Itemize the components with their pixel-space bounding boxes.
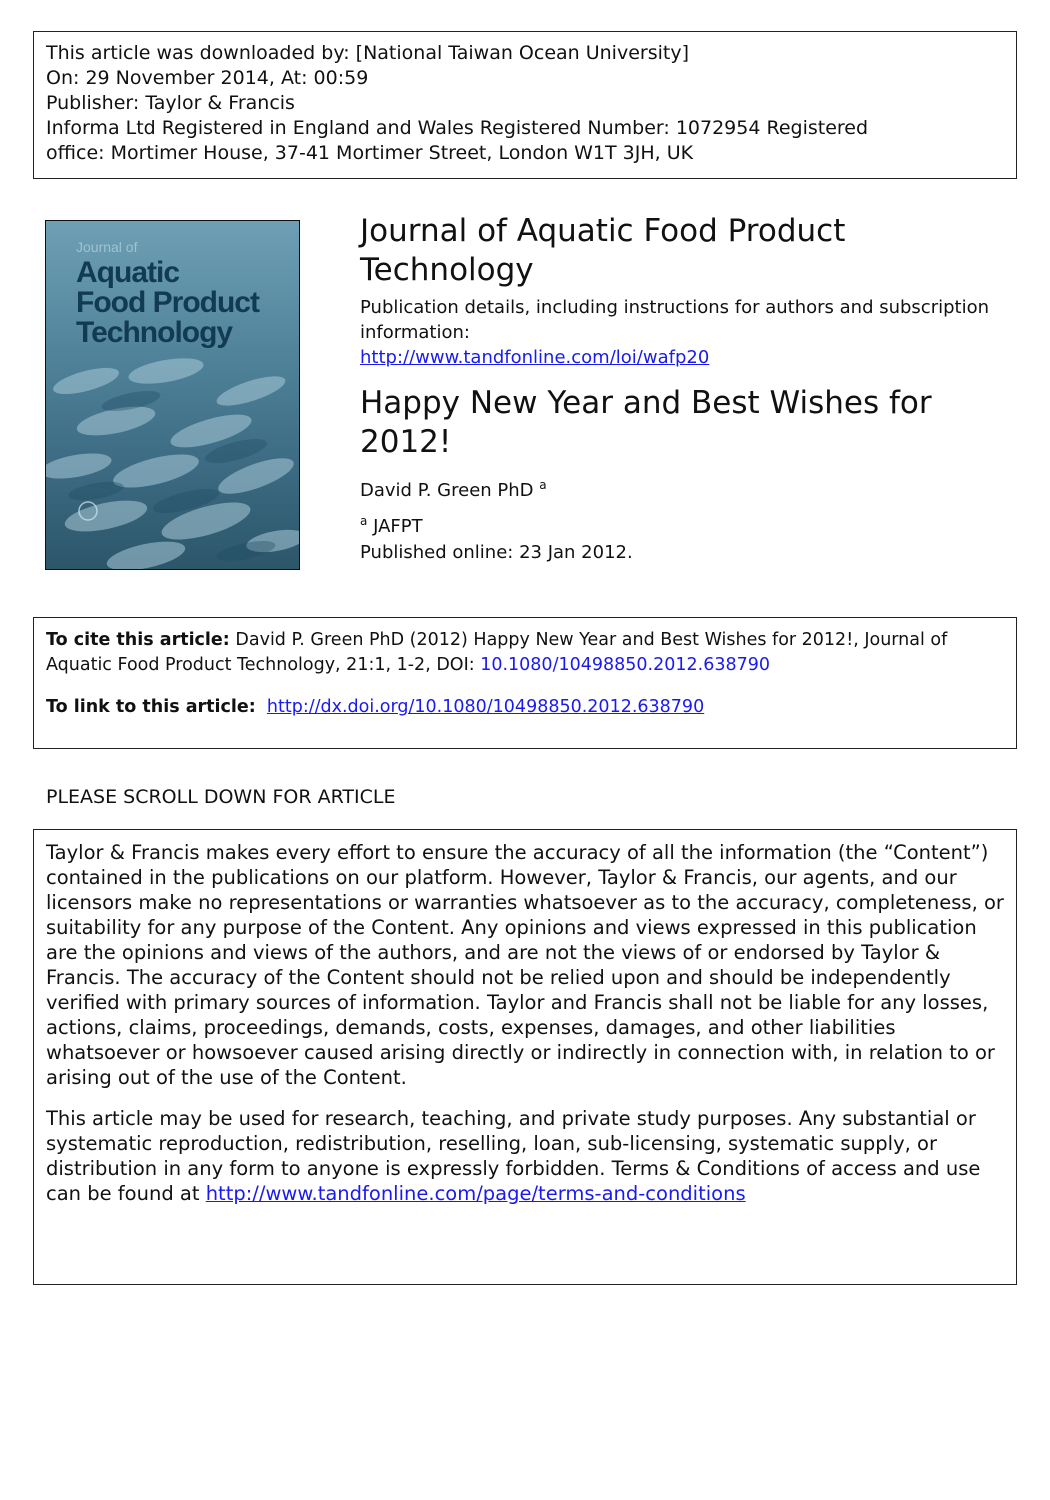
author-line [360,472,1000,504]
download-info-line: This article was downloaded by: [National Taiwan Ocean University] [46,42,689,64]
author-name: David P. Green PhD [360,480,534,501]
registration-line: Informa Ltd Registered in England and Wales Registered Number: 1072954 Registered [46,117,869,139]
cite-paragraph [46,628,1004,678]
cite-text: David P. Green PhD (2012) Happy New Year and Best Wishes for 2012!, Journal of Aquatic Food Product Technology, 21:1, 1-2, DOI: [46,630,948,675]
usage-text: This article may be used for research, teaching, and private study purposes. Any substantial or systematic reproduction, redistribution, reselling, loan, sub-licensing, systematic supply, or distribution in any form to anyone is expressly forbidden. Terms & Conditions of access and use can be found at [46,1107,981,1205]
download-date-line: On: 29 November 2014, At: 00:59 [46,67,369,89]
affiliation-line [360,508,1000,540]
article-title: Happy New Year and Best Wishes for 2012! [360,385,932,460]
cover-title-line: Technology [76,316,233,349]
citation-box [33,617,1017,749]
publisher-line: Publisher: Taylor & Francis [46,92,295,114]
cover-title-line: Food Product [76,286,259,319]
publication-details-text: Publication details, including instructions for authors and subscription information: [360,297,990,343]
office-line: office: Mortimer House, 37-41 Mortimer Street, London W1T 3JH, UK [46,142,694,164]
publication-details [360,295,1000,370]
cite-label: To cite this article: [46,630,230,650]
terms-link[interactable]: http://www.tandfonline.com/page/terms-and-conditions [205,1182,746,1205]
scroll-down-notice: PLEASE SCROLL DOWN FOR ARTICLE [46,786,396,808]
cover-title-line: Aquatic [76,256,180,289]
article-url-link[interactable]: http://dx.doi.org/10.1080/10498850.2012.638790 [266,697,705,717]
doi-link[interactable]: 10.1080/10498850.2012.638790 [480,655,771,675]
published-date: Published online: 23 Jan 2012. [360,542,633,563]
disclaimer-box [33,829,1017,1285]
link-label: To link to this article: [46,697,256,717]
affiliation-marker: a [360,514,368,528]
download-info-box [33,31,1017,179]
article-metadata [360,212,1000,566]
link-paragraph [46,695,1004,720]
disclaimer-paragraph: Taylor & Francis makes every effort to ensure the accuracy of all the information (the “Content”) contained in the publications on our platform. However, Taylor & Francis, our agents, and our licensors make no representations or warranties whatsoever as to the accuracy, completeness, or suitability for any purpose of the Content. Any opinions and views expressed in this publication are the opinions and views of the authors, and are not the views of or endorsed by Taylor & Francis. The accuracy of the Content should not be relied upon and should be independently verified with primary sources of information. Taylor and Francis shall not be liable for any losses, actions, claims, proceedings, demands, costs, expenses, damages, and other liabilities whatsoever or howsoever caused arising directly or indirectly in connection with, in relation to or arising out of the use of the Content. [46,841,1004,1089]
affiliation-name: JAFPT [373,516,423,537]
journal-cover-image [45,220,300,570]
usage-paragraph [46,1106,1004,1206]
author-affiliation-marker: a [539,478,547,492]
journal-url-link[interactable]: http://www.tandfonline.com/loi/wafp20 [360,347,710,368]
journal-title: Journal of Aquatic Food Product Technology [360,213,846,288]
cover-title-line: Journal of [76,239,138,255]
